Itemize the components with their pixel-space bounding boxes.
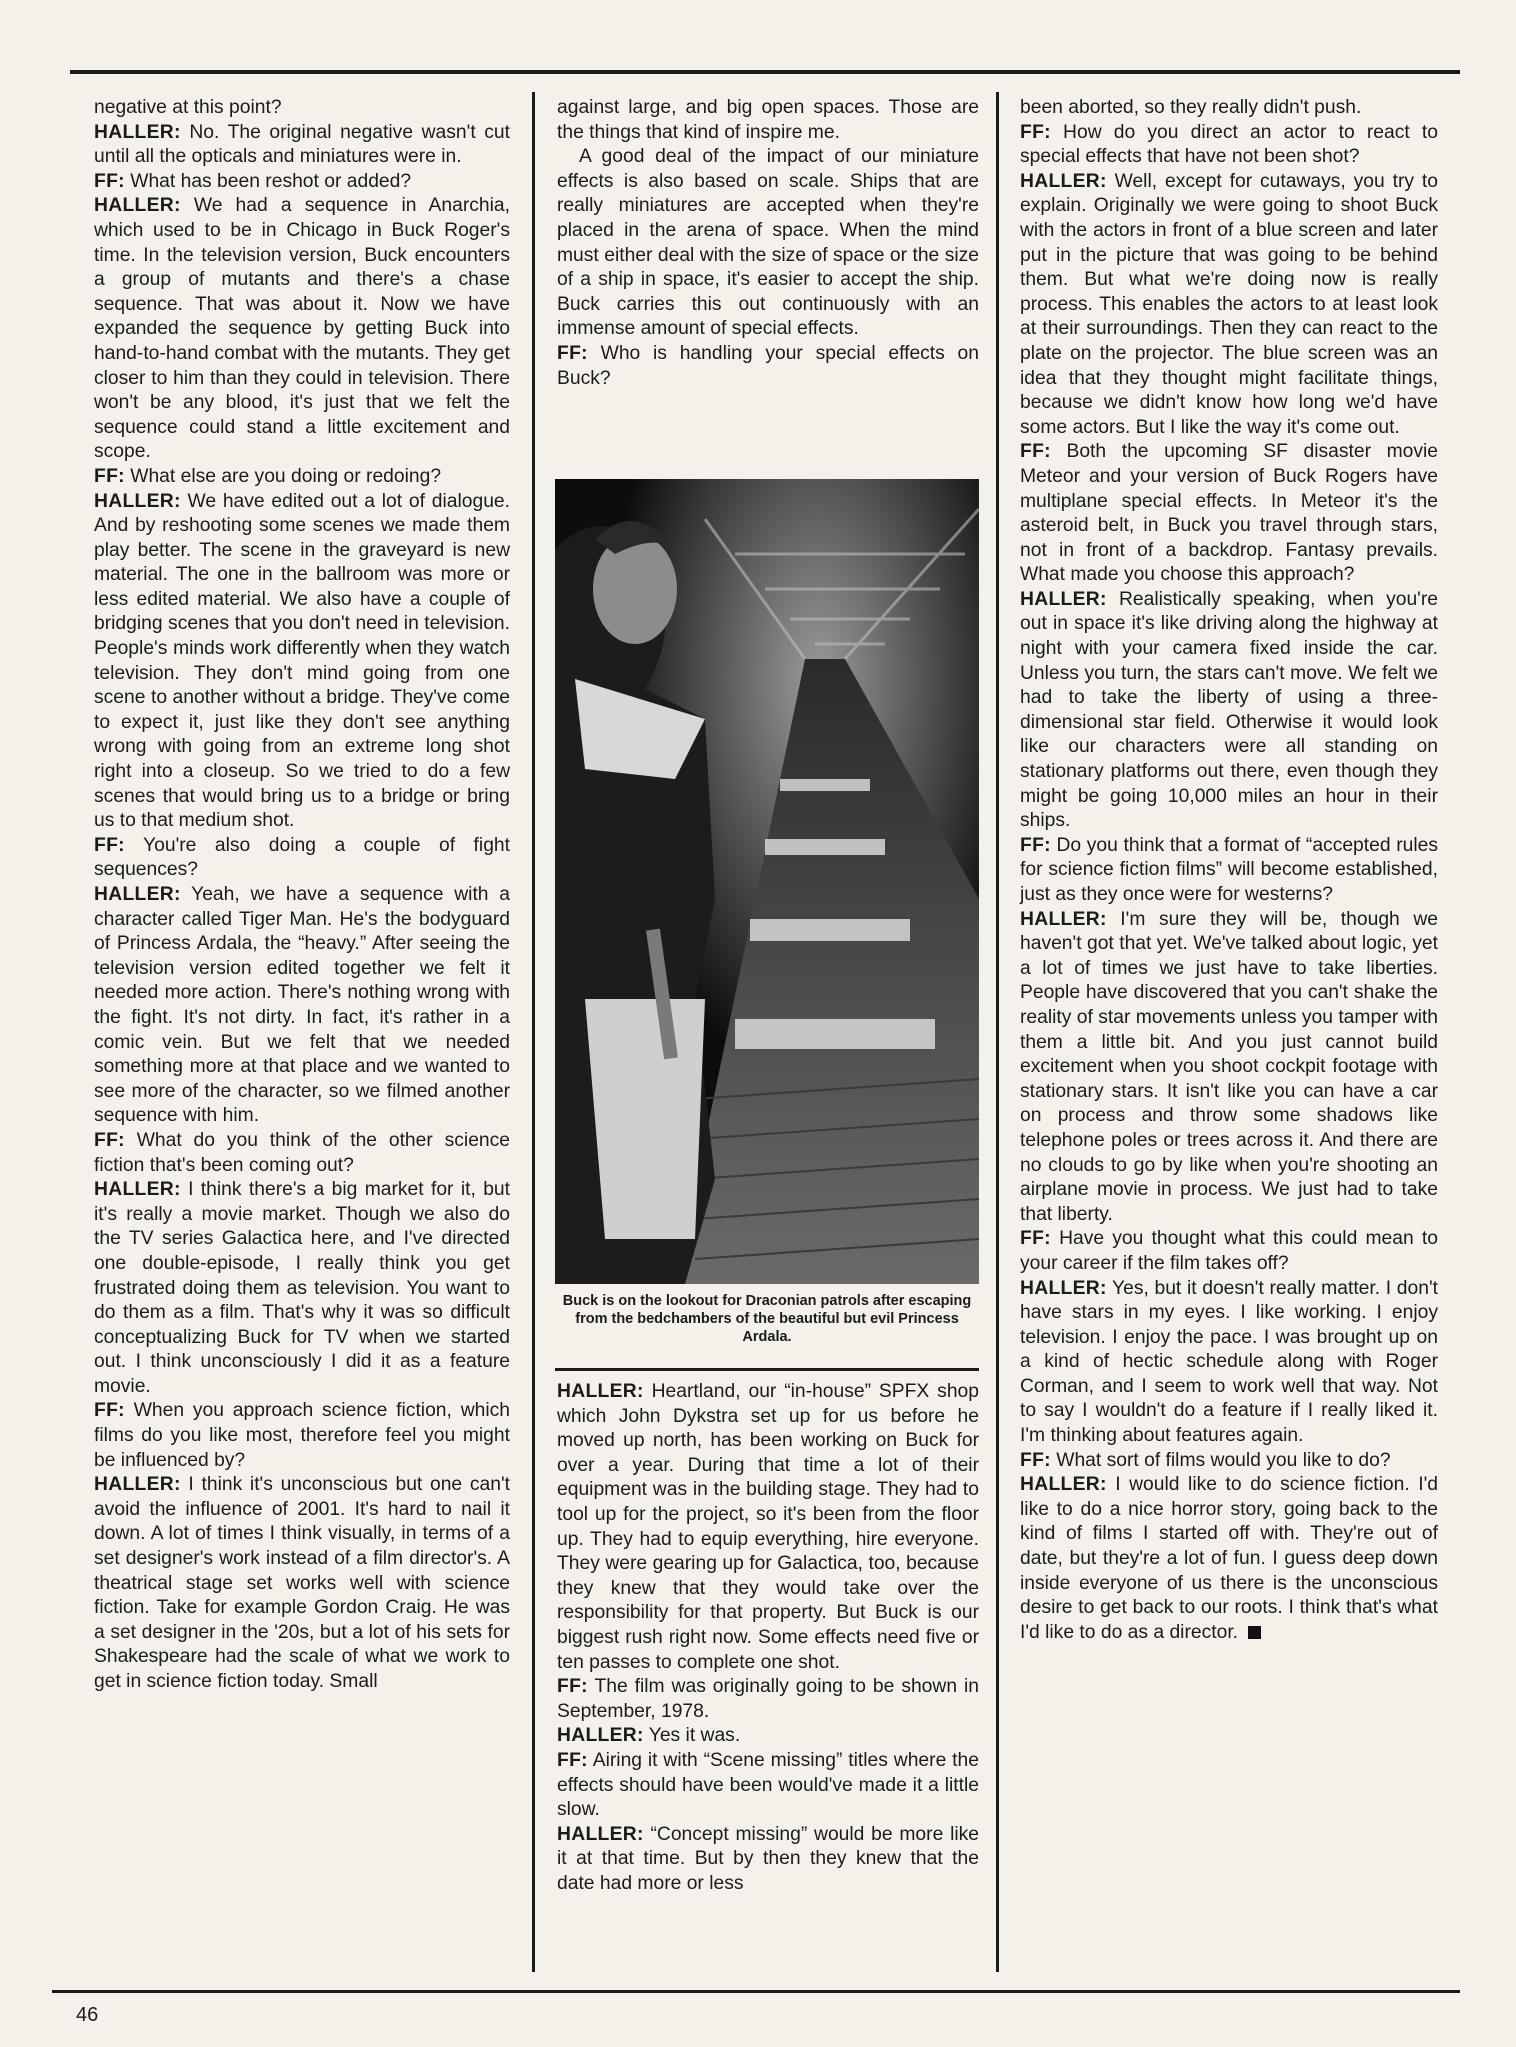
speaker-label: HALLER: xyxy=(557,1823,644,1845)
column-3 xyxy=(1020,96,1438,1645)
corridor-photo-illustration xyxy=(555,479,979,1284)
paragraph xyxy=(1020,1449,1438,1474)
column-2-top xyxy=(557,96,979,391)
paragraph xyxy=(557,145,979,342)
paragraph xyxy=(94,883,510,1129)
paragraph xyxy=(1020,440,1438,588)
paragraph-text: The film was originally going to be shown in September, 1978. xyxy=(557,1676,979,1722)
paragraph xyxy=(94,1473,510,1694)
speaker-label: FF: xyxy=(94,834,125,856)
paragraph-text: What do you think of the other science fiction that's been coming out? xyxy=(94,1129,510,1176)
column-divider xyxy=(532,92,535,1972)
paragraph xyxy=(94,1178,510,1399)
paragraph-text: When you approach science fiction, which films do you like most, therefore feel you might be influenced by? xyxy=(94,1400,510,1471)
paragraph xyxy=(1020,834,1438,908)
paragraph xyxy=(557,1380,979,1675)
speaker-label: HALLER: xyxy=(1020,588,1107,610)
speaker-label: FF: xyxy=(94,1400,125,1422)
paragraph-text: You're also doing a couple of fight sequences? xyxy=(94,834,510,881)
speaker-label: HALLER: xyxy=(94,195,181,217)
speaker-label: FF: xyxy=(1020,441,1051,463)
photo-caption: Buck is on the lookout for Draconian patrols after escaping from the bedchambers of the beautiful but evil Princess Ardala. xyxy=(562,1293,972,1345)
speaker-label: HALLER: xyxy=(1020,1474,1107,1496)
paragraph xyxy=(557,1675,979,1724)
top-rule xyxy=(70,70,1460,74)
paragraph xyxy=(94,170,510,195)
paragraph xyxy=(557,96,979,145)
speaker-label: FF: xyxy=(94,1129,125,1151)
paragraph-text: No. The original negative wasn't cut until all the opticals and miniatures were in. xyxy=(94,121,510,168)
paragraph-text: been aborted, so they really didn't push. xyxy=(1020,97,1362,118)
paragraph xyxy=(1020,588,1438,834)
paragraph-text: Realistically speaking, when you're out in space it's like driving along the highway at night with your camera fixed inside the car. Unless you turn, the stars can't move. We felt we had to take the liberty of using a three-dimensional star field. Otherwise it would look like our characters were all standing on stationary platforms out there, even though they might be going 10,000 miles an hour in their ships. xyxy=(1020,588,1438,832)
paragraph-text: Airing it with “Scene missing” titles where the effects should have been would've made it a little slow. xyxy=(557,1749,979,1821)
paragraph-text: Yes, but it doesn't really matter. I don't have stars in my eyes. I like working. I enjoy television. I enjoy the pace. I was brought up on a kind of hectic schedule along with Roger Corman, and I seem to work well that way. Not to say I wouldn't do a feature if I really liked it. I'm thinking about features again. xyxy=(1020,1277,1438,1447)
paragraph-text: A good deal of the impact of our miniature effects is also based on scale. Ships that are really miniatures are accepted when they're placed in the arena of space. When the mind must either deal with the size of space or the size of a ship in space, it's easier to accept the ship. Buck carries this out continuously with an immense amount of special effects. xyxy=(557,146,979,340)
speaker-label: HALLER: xyxy=(557,1725,644,1747)
speaker-label: FF: xyxy=(557,1749,588,1771)
speaker-label: HALLER: xyxy=(1020,1277,1107,1299)
paragraph-text: Heartland, our “in-house” SPFX shop which John Dykstra set up for us before he moved up north, has been working on Buck for over a year. During that time a lot of their equipment was in the building stage. They had to tool up for the project, so it's been from the floor up. They had to equip everything, hire everyone. They were gearing up for Galactica, too, because they knew that they would take over the responsibility for that property. But Buck is our biggest rush right now. Some effects need five or ten passes to complete one shot. xyxy=(557,1381,979,1673)
paragraph-text: What sort of films would you like to do? xyxy=(1050,1449,1391,1471)
speaker-label: HALLER: xyxy=(94,490,181,512)
paragraph xyxy=(557,1749,979,1823)
speaker-label: FF: xyxy=(1020,1228,1051,1250)
paragraph xyxy=(1020,1277,1438,1449)
paragraph-text: Do you think that a format of “accepted rules for science fiction films” will become established, just as they once were for westerns? xyxy=(1020,834,1438,905)
speaker-label: HALLER: xyxy=(94,1474,181,1496)
paragraph-text: negative at this point? xyxy=(94,97,282,118)
speaker-label: FF: xyxy=(557,1676,588,1698)
paragraph xyxy=(94,490,510,834)
paragraph-text: Both the upcoming SF disaster movie Meteor and your version of Buck Rogers have multiplane special effects. In Meteor it's the asteroid belt, in Buck you travel through stars, not in front of a backdrop. Fantasy prevails. What made you choose this approach? xyxy=(1020,441,1438,586)
paragraph-text: Who is handling your special effects on Buck? xyxy=(557,342,979,389)
column-divider xyxy=(996,92,999,1972)
paragraph xyxy=(557,1823,979,1897)
paragraph-text: We had a sequence in Anarchia, which used to be in Chicago in Buck Roger's time. In the television version, Buck encounters a group of mutants and there's a chase sequence. That was about it. Now we have expanded the sequence by getting Buck into hand-to-hand combat with the mutants. They get closer to him than they could in television. There won't be any blood, it's just that we felt the sequence could stand a little excitement and scope. xyxy=(94,195,510,463)
speaker-label: FF: xyxy=(1020,1449,1051,1471)
speaker-label: FF: xyxy=(1020,121,1051,143)
paragraph-text: Well, except for cutaways, you try to explain. Originally we were going to shoot Buck with the actors in front of a blue screen and later put in the picture that was going to be behind them. But what we're doing now is really process. This enables the actors to at least look at their surroundings. Then they can react to the plate on the projector. The blue screen was an idea that they thought might facilitate things, because we didn't know how long we'd have some actors. But I like the way it's come out. xyxy=(1020,170,1438,438)
paragraph xyxy=(94,1129,510,1178)
paragraph-text: How do you direct an actor to react to special effects that have not been shot? xyxy=(1020,121,1438,168)
paragraph xyxy=(1020,96,1438,121)
paragraph xyxy=(557,342,979,391)
paragraph xyxy=(1020,1473,1438,1645)
paragraph xyxy=(94,834,510,883)
paragraph-text: I think there's a big market for it, but it's really a movie market. Though we also do the TV series Galactica here, and I've directed one double-episode, I really think you get frustrated doing them as television. You want to do them as a film. That's why it was so difficult conceptualizing Buck for TV when we started out. I think unconsciously I did it as a feature movie. xyxy=(94,1179,510,1397)
speaker-label: FF: xyxy=(557,342,588,364)
end-of-article-mark xyxy=(1248,1626,1261,1639)
speaker-label: FF: xyxy=(94,465,125,487)
page-number: 46 xyxy=(76,2004,99,2026)
speaker-label: HALLER: xyxy=(557,1381,644,1402)
paragraph-text: “Concept missing” would be more like it at that time. But by then they knew that the date had more or less xyxy=(557,1823,979,1894)
speaker-label: HALLER: xyxy=(1020,908,1107,930)
paragraph-text: Yeah, we have a sequence with a character called Tiger Man. He's the bodyguard of Princess Ardala, the “heavy.” After seeing the television version edited together we felt it needed more action. There's nothing wrong with the fight. It's not dirty. In fact, it's rather in a comic vein. But we felt that we needed something more at that place and we wanted to see more of the character, so we filmed another sequence with him. xyxy=(94,884,510,1127)
speaker-label: HALLER: xyxy=(94,884,181,905)
paragraph-text: I'm sure they will be, though we haven't got that yet. We've talked about logic, yet a lot of times we just have to take liberties. People have discovered that you can't shake the reality of star movements unless you tamper with them a little bit. And you just cannot build excitement when you shoot cockpit footage with stationary stars. It isn't like you can have a car on process and throw some shadows like telephone poles or trees across it. And there are no clouds to go by like when you're shooting an airplane movie in process. We just had to take that liberty. xyxy=(1020,908,1438,1225)
speaker-label: FF: xyxy=(94,170,125,192)
paragraph xyxy=(1020,1227,1438,1276)
speaker-label: HALLER: xyxy=(94,1179,181,1201)
paragraph xyxy=(557,1724,979,1749)
paragraph xyxy=(94,96,510,121)
paragraph xyxy=(1020,170,1438,441)
bottom-rule xyxy=(52,1990,1460,1993)
column-1 xyxy=(94,96,510,1695)
paragraph xyxy=(94,194,510,465)
paragraph xyxy=(1020,908,1438,1228)
paragraph-text: I think it's unconscious but one can't avoid the influence of 2001. It's hard to nail it down. A lot of times I think visually, in terms of a set designer's work instead of a film director's. A theatrical stage set works well with science fiction. Take for example Gordon Craig. He was a set designer in the '20s, but a lot of his sets for Shakespeare had the scale of what we work to get in science fiction today. Small xyxy=(94,1474,510,1692)
paragraph-text: We have edited out a lot of dialogue. And by reshooting some scenes we made them play better. The scene in the graveyard is new material. The one in the ballroom was more or less edited material. We also have a couple of bridging scenes that you don't need in television. People's minds work differently when they watch television. They don't mind going from one scene to another without a bridge. They've come to expect it, just like they don't see anything wrong with going from an extreme long shot right into a closeup. So we tried to do a few scenes that would bring us to a bridge or bring us to that medium shot. xyxy=(94,490,510,832)
speaker-label: HALLER: xyxy=(1020,170,1107,192)
paragraph-text: against large, and big open spaces. Those are the things that kind of inspire me. xyxy=(557,97,979,143)
paragraph xyxy=(94,465,510,490)
paragraph xyxy=(94,121,510,170)
paragraph-text: Have you thought what this could mean to your career if the film takes off? xyxy=(1020,1228,1438,1274)
paragraph-text: What else are you doing or redoing? xyxy=(124,465,442,487)
paragraph-text: What has been reshot or added? xyxy=(124,170,412,192)
speaker-label: HALLER: xyxy=(94,121,181,143)
paragraph-text: Yes it was. xyxy=(643,1725,741,1747)
buck-rogers-photo xyxy=(555,479,979,1284)
caption-rule xyxy=(555,1368,979,1371)
paragraph-text: I would like to do science fiction. I'd like to do a nice horror story, going back to the kind of films I started off with. They're out of date, but they're a lot of fun. I guess deep down inside everyone of us there is the unconscious desire to get back to our roots. I think that's what I'd like to do as a director. xyxy=(1020,1474,1438,1643)
column-2-bottom xyxy=(557,1380,979,1896)
speaker-label: FF: xyxy=(1020,834,1051,856)
paragraph xyxy=(1020,121,1438,170)
paragraph xyxy=(94,1399,510,1473)
